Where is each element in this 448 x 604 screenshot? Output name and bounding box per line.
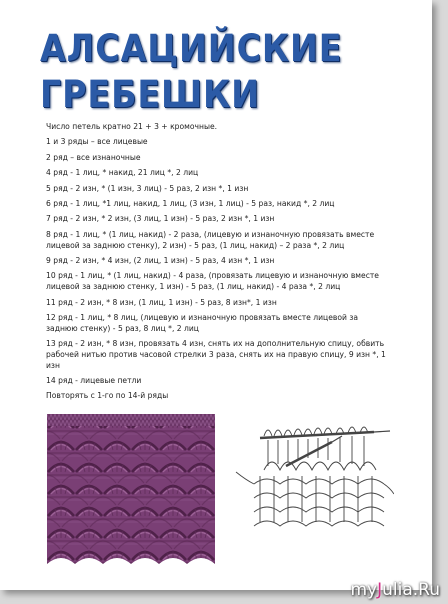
- title-line-1: АЛСАЦИЙСКИЕ: [40, 27, 343, 70]
- pattern-line: 12 ряд - 1 лиц, * 8 лиц, (лицевую и изнаночную провязать вместе лицевой за заднюю стенку) - 5 раз, 8 лиц *, 2 лиц: [46, 312, 359, 333]
- pattern-line: 9 ряд - 2 изн, * 4 изн, (2 лиц, 1 изн) - 5 раз, 4 изн *, 1 изн: [46, 255, 275, 265]
- pattern-line: 2 ряд – все изнаночные: [46, 152, 141, 162]
- pattern-line: 7 ряд - 2 изн, * 2 изн, (3 лиц, 1 изн) - 5 раз, 2 изн *, 1 изн: [46, 214, 275, 224]
- pattern-line: 11 ряд - 2 изн, * 8 изн, (1 лиц, 1 изн) - 5 раз, 8 изн*, 1 изн: [46, 297, 277, 307]
- pattern-line: Число петель кратно 21 + 3 + кромочные.: [46, 122, 218, 131]
- pattern-line: 13 ряд - 2 изн, * 8 изн, провязать 4 изн, снять их на дополнительную спицу, обвить рабочей нитью против часовой стрелки 3 раза, снять их на правую спицу, 9 изн *, 1 изн: [46, 339, 386, 370]
- pattern-line: 6 ряд - 1 лиц, *1 лиц, накид, 1 лиц, (3 изн, 1 лиц) - 5 раз, накид *, 2 лиц: [46, 198, 335, 208]
- pattern-line: 14 ряд - лицевые петли: [46, 376, 142, 386]
- document-title: [40, 26, 342, 118]
- pattern-line: 5 ряд - 2 изн, * (1 изн, 3 лиц) - 5 раз, 2 изн *, 1 изн: [46, 183, 249, 193]
- knitted-swatch-image: [47, 414, 215, 576]
- pattern-line: 4 ряд - 1 лиц, * накид, 21 лиц *, 2 лиц: [46, 168, 199, 178]
- title-line-2: ГРЕБЕШКИ: [40, 73, 260, 116]
- watermark-prefix: my: [350, 580, 378, 600]
- watermark-accent: J: [377, 580, 383, 600]
- watermark-logo: [350, 580, 440, 600]
- pattern-line: 8 ряд - 1 лиц, * (1 лиц, накид) - 2 раза, (лицевую и изнаночную провязать вместе лицевой за заднюю стенку), 2 изн) - 5 раз, (1 лиц, накид) – 2 раза *, 2 лиц: [46, 229, 375, 250]
- pattern-instructions: [46, 122, 386, 407]
- pattern-line: 10 ряд - 1 лиц, * (1 лиц, накид) - 4 раза, (провязать лицевую и изнаночную вместе лицевой за заднюю стенку, 1 изн) - 5 раз, (1 лиц, накид) - 4 раза *, 2 лиц: [46, 271, 379, 292]
- pattern-line: 1 и 3 ряды – все лицевые: [46, 137, 148, 147]
- watermark-rest: ulia.Ru: [382, 580, 440, 600]
- stitch-diagram-image: [224, 414, 394, 532]
- pattern-line: Повторять с 1-го по 14-й ряды: [46, 391, 169, 401]
